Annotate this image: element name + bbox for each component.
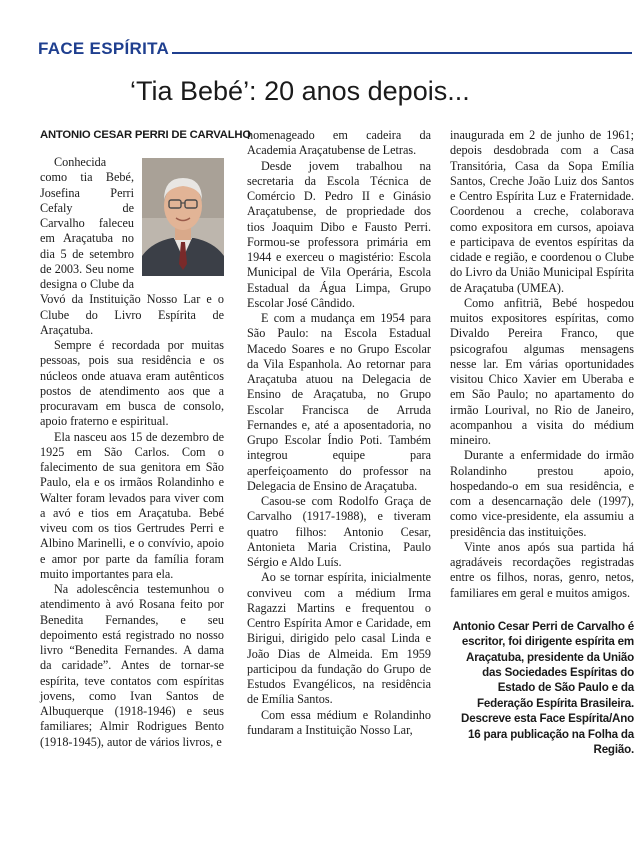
paragraph: Casou-se com Rodolfo Graça de Carvalho (1917-1988), e tiveram quatro filhos: Antonio Cesar, Antonieta Maria Cristina, Paulo Sérgio e Aldo Luís. (247, 494, 431, 569)
paragraph: Com essa médium e Rolandinho fundaram a Instituição Nosso Lar, (247, 707, 431, 737)
section-header (38, 38, 632, 60)
paragraph: Conhecida como tia Bebé, Josefina Perri Cefaly de Carvalho faleceu em Araçatuba no dia 5 de setembro de 2003. Seu nome designa o Clube da Vovó da Instituição Nosso Lar e o Clube do Livro Espírita de Araçatuba. (40, 155, 224, 337)
article-headline: ‘Tia Bebé’: 20 anos depois... (130, 76, 470, 106)
author-bio-text: Antonio Cesar Perri de Carvalho é escritor, foi dirigente espírita em Araçatuba, presidente da União das Sociedades Espíritas do Estado de São Paulo e da Federação Espírita Brasileira. Descreve esta Face Espírita/Ano 16 para publicação na Folha da Região. (452, 619, 634, 756)
paragraph: Sempre é recordada por muitas pessoas, pois sua residência e os núcleos onde atuava eram autênticos postos de atendimento aos que a procuravam em busca de consolo, apoio fraterno e espiritual. (40, 338, 224, 429)
paragraph: Vinte anos após sua partida há agradáveis recordações registradas entre os filhos, noras, genro, netos, familiares em geral e muitos amigos. (450, 539, 634, 600)
article-column-2 (247, 128, 431, 738)
article-column-1 (40, 128, 251, 750)
author-bio (450, 619, 634, 758)
article-column-3 (450, 128, 634, 757)
paragraph: E com a mudança em 1954 para São Paulo: na Escola Estadual Macedo Soares e no Grupo Escolar da Vila Espanhola. Ao retornar para Araçatuba atuou na Delegacia de Ensino de Araçatuba, no Grupo Escolar Francisca de Arruda Fernandes e, até a aposentadoria, no Grupo Escolar Índio Poti. Também integrou equipe para aperfeiçoamento do professor na Delegacia de Ensino de Araçatuba. (247, 311, 431, 493)
paragraph: Ao se tornar espírita, inicialmente conviveu com a médium Irma Ragazzi Martins e frequentou o Centro Espírita Amor e Caridade, em Birigui, dirigido pelo casal Linda e João Dias de Almeida. Em 1959 participou da fundação do Grupo de Estudos Evangélicos, na residência de Emília Santos. (247, 570, 431, 707)
section-rule (172, 52, 632, 54)
paragraph: Ela nasceu aos 15 de dezembro de 1925 em São Carlos. Com o falecimento de sua genitora em São Paulo, ela e os irmãos Rolandinho e Walter foram levados para viver com a avó e tios em Araçatuba. Bebé viveu com os tios Gertrudes Perri e Albino Marinelli, e o convívio, apoio e amor por parte da família foram muito importantes para ela. (40, 429, 224, 581)
author-byline: ANTONIO CESAR PERRI DE CARVALHO (40, 129, 251, 141)
paragraph: Desde jovem trabalhou na secretaria da Escola Técnica de Comércio D. Pedro II e Ginásio Araçatubense, de propriedade dos tios Joaquim Dibo e Fausto Perri. Formou-se professora primária em 1944 e exerceu o magistério: Escola Municipal de Vila Operária, Escola Estadual da Água Limpa, Grupo Escolar José Cândido. (247, 158, 431, 310)
paragraph: Durante a enfermidade do irmão Rolandinho prestou apoio, hospedando-o em sua residência, e com a desencarnação dele (1997), como vice-presidente, ela assumiu a presidência das instituições. (450, 448, 634, 539)
paragraph: Na adolescência testemunhou o atendimento à avó Rosana feito por Benedita Fernandes, e seu depoimento está registrado no nosso livro “Benedita Fernandes. A dama da caridade”. Antes de tornar-se espírita, teve contatos com espíritas jovens, como Ivan Santos de Albuquerque (1918-1946) e seus familiares; Almir Rodrigues Bento (1918-1945), autor de vários livros, e (40, 582, 224, 749)
portrait-illustration (142, 158, 224, 276)
paragraph: inaugurada em 2 de junho de 1961; depois desdobrada com a Casa Transitória, Casa da Sopa Emília Santos, Creche João Luiz dos Santos e Centro Espírita Luz e Fraternidade. Coordenou a creche, colaborava como expositora em cursos, apoiava e participava de eventos espíritas da cidade e região, e coordenou o Clube do Livro da União Municipal Espírita de Araçatuba (UMEA). (450, 128, 634, 295)
paragraph: Como anfitriã, Bebé hospedou muitos expositores espíritas, como Divaldo Pereira Franco, que psicografou algumas mensagens nesse lar. Em várias oportunidades visitou Chico Xavier em Uberaba e em São Paulo; no apartamento do irmão Lourival, no Rio de Janeiro, acompanhou a visita do médium mineiro. (450, 295, 634, 447)
paragraph: homenageado em cadeira da Academia Araçatubense de Letras. (247, 128, 431, 158)
portrait-photo (142, 158, 224, 276)
section-label: FACE ESPÍRITA (38, 39, 170, 58)
